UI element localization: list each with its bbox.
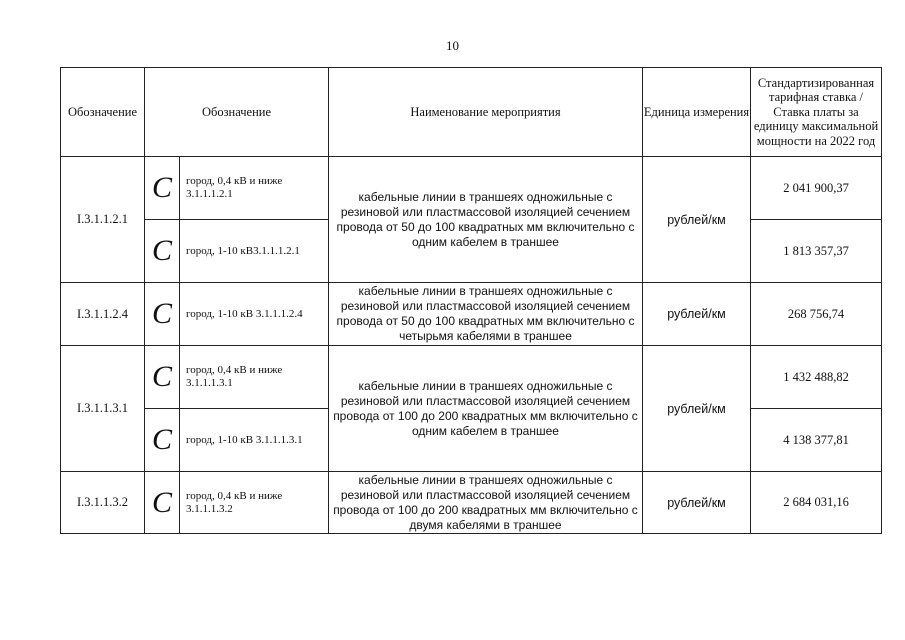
row-unit: рублей/км: [643, 472, 751, 534]
row-sub: город, 1-10 кВ3.1.1.1.2.1: [180, 220, 329, 283]
row-unit: рублей/км: [643, 346, 751, 472]
row-code: I.3.1.1.2.4: [61, 283, 145, 346]
row-value: 1 432 488,82: [751, 346, 882, 409]
header-designation-2: Обозначение: [145, 68, 329, 157]
header-unit: Единица измерения: [643, 68, 751, 157]
page-number: 10: [446, 38, 459, 53]
table-row: [61, 472, 882, 534]
row-letter: C: [145, 283, 180, 346]
header-name: Наименование мероприятия: [329, 68, 643, 157]
row-sub: город, 1-10 кВ 3.1.1.1.2.4: [180, 283, 329, 346]
row-letter: C: [145, 220, 180, 283]
table-row: [61, 157, 882, 220]
table-header-row: [61, 68, 882, 157]
row-letter: C: [145, 472, 180, 534]
table-row: [61, 346, 882, 409]
row-sub: город, 1-10 кВ 3.1.1.1.3.1: [180, 409, 329, 472]
row-unit: рублей/км: [643, 283, 751, 346]
row-sub: город, 0,4 кВ и ниже 3.1.1.1.2.1: [180, 157, 329, 220]
row-name: кабельные линии в траншеях одножильные с резиновой или пластмассовой изоляцией сечением провода от 100 до 200 квадратных мм включительно с двумя кабелями в траншее: [329, 472, 643, 534]
row-value: 4 138 377,81: [751, 409, 882, 472]
row-sub: город, 0,4 кВ и ниже 3.1.1.1.3.2: [180, 472, 329, 534]
row-letter: C: [145, 409, 180, 472]
row-letter: C: [145, 157, 180, 220]
header-designation: Обозначение: [61, 68, 145, 157]
row-code: I.3.1.1.3.2: [61, 472, 145, 534]
row-value: 268 756,74: [751, 283, 882, 346]
row-sub: город, 0,4 кВ и ниже 3.1.1.1.3.1: [180, 346, 329, 409]
row-name: кабельные линии в траншеях одножильные с резиновой или пластмассовой изоляцией сечением провода от 50 до 100 квадратных мм включительно с одним кабелем в траншее: [329, 157, 643, 283]
table-row: [61, 283, 882, 346]
row-letter: C: [145, 346, 180, 409]
row-code: I.3.1.1.3.1: [61, 346, 145, 472]
row-value: 2 684 031,16: [751, 472, 882, 534]
row-unit: рублей/км: [643, 157, 751, 283]
row-value: 1 813 357,37: [751, 220, 882, 283]
row-name: кабельные линии в траншеях одножильные с резиновой или пластмассовой изоляцией сечением провода от 100 до 200 квадратных мм включительно с одним кабелем в траншее: [329, 346, 643, 472]
header-rate: Стандартизированная тарифная ставка / Ставка платы за единицу максимальной мощности на 2022 год: [751, 68, 882, 157]
tariff-table: [60, 67, 882, 534]
row-value: 2 041 900,37: [751, 157, 882, 220]
row-name: кабельные линии в траншеях одножильные с резиновой или пластмассовой изоляцией сечением провода от 50 до 100 квадратных мм включительно с четырьмя кабелями в траншее: [329, 283, 643, 346]
row-code: I.3.1.1.2.1: [61, 157, 145, 283]
